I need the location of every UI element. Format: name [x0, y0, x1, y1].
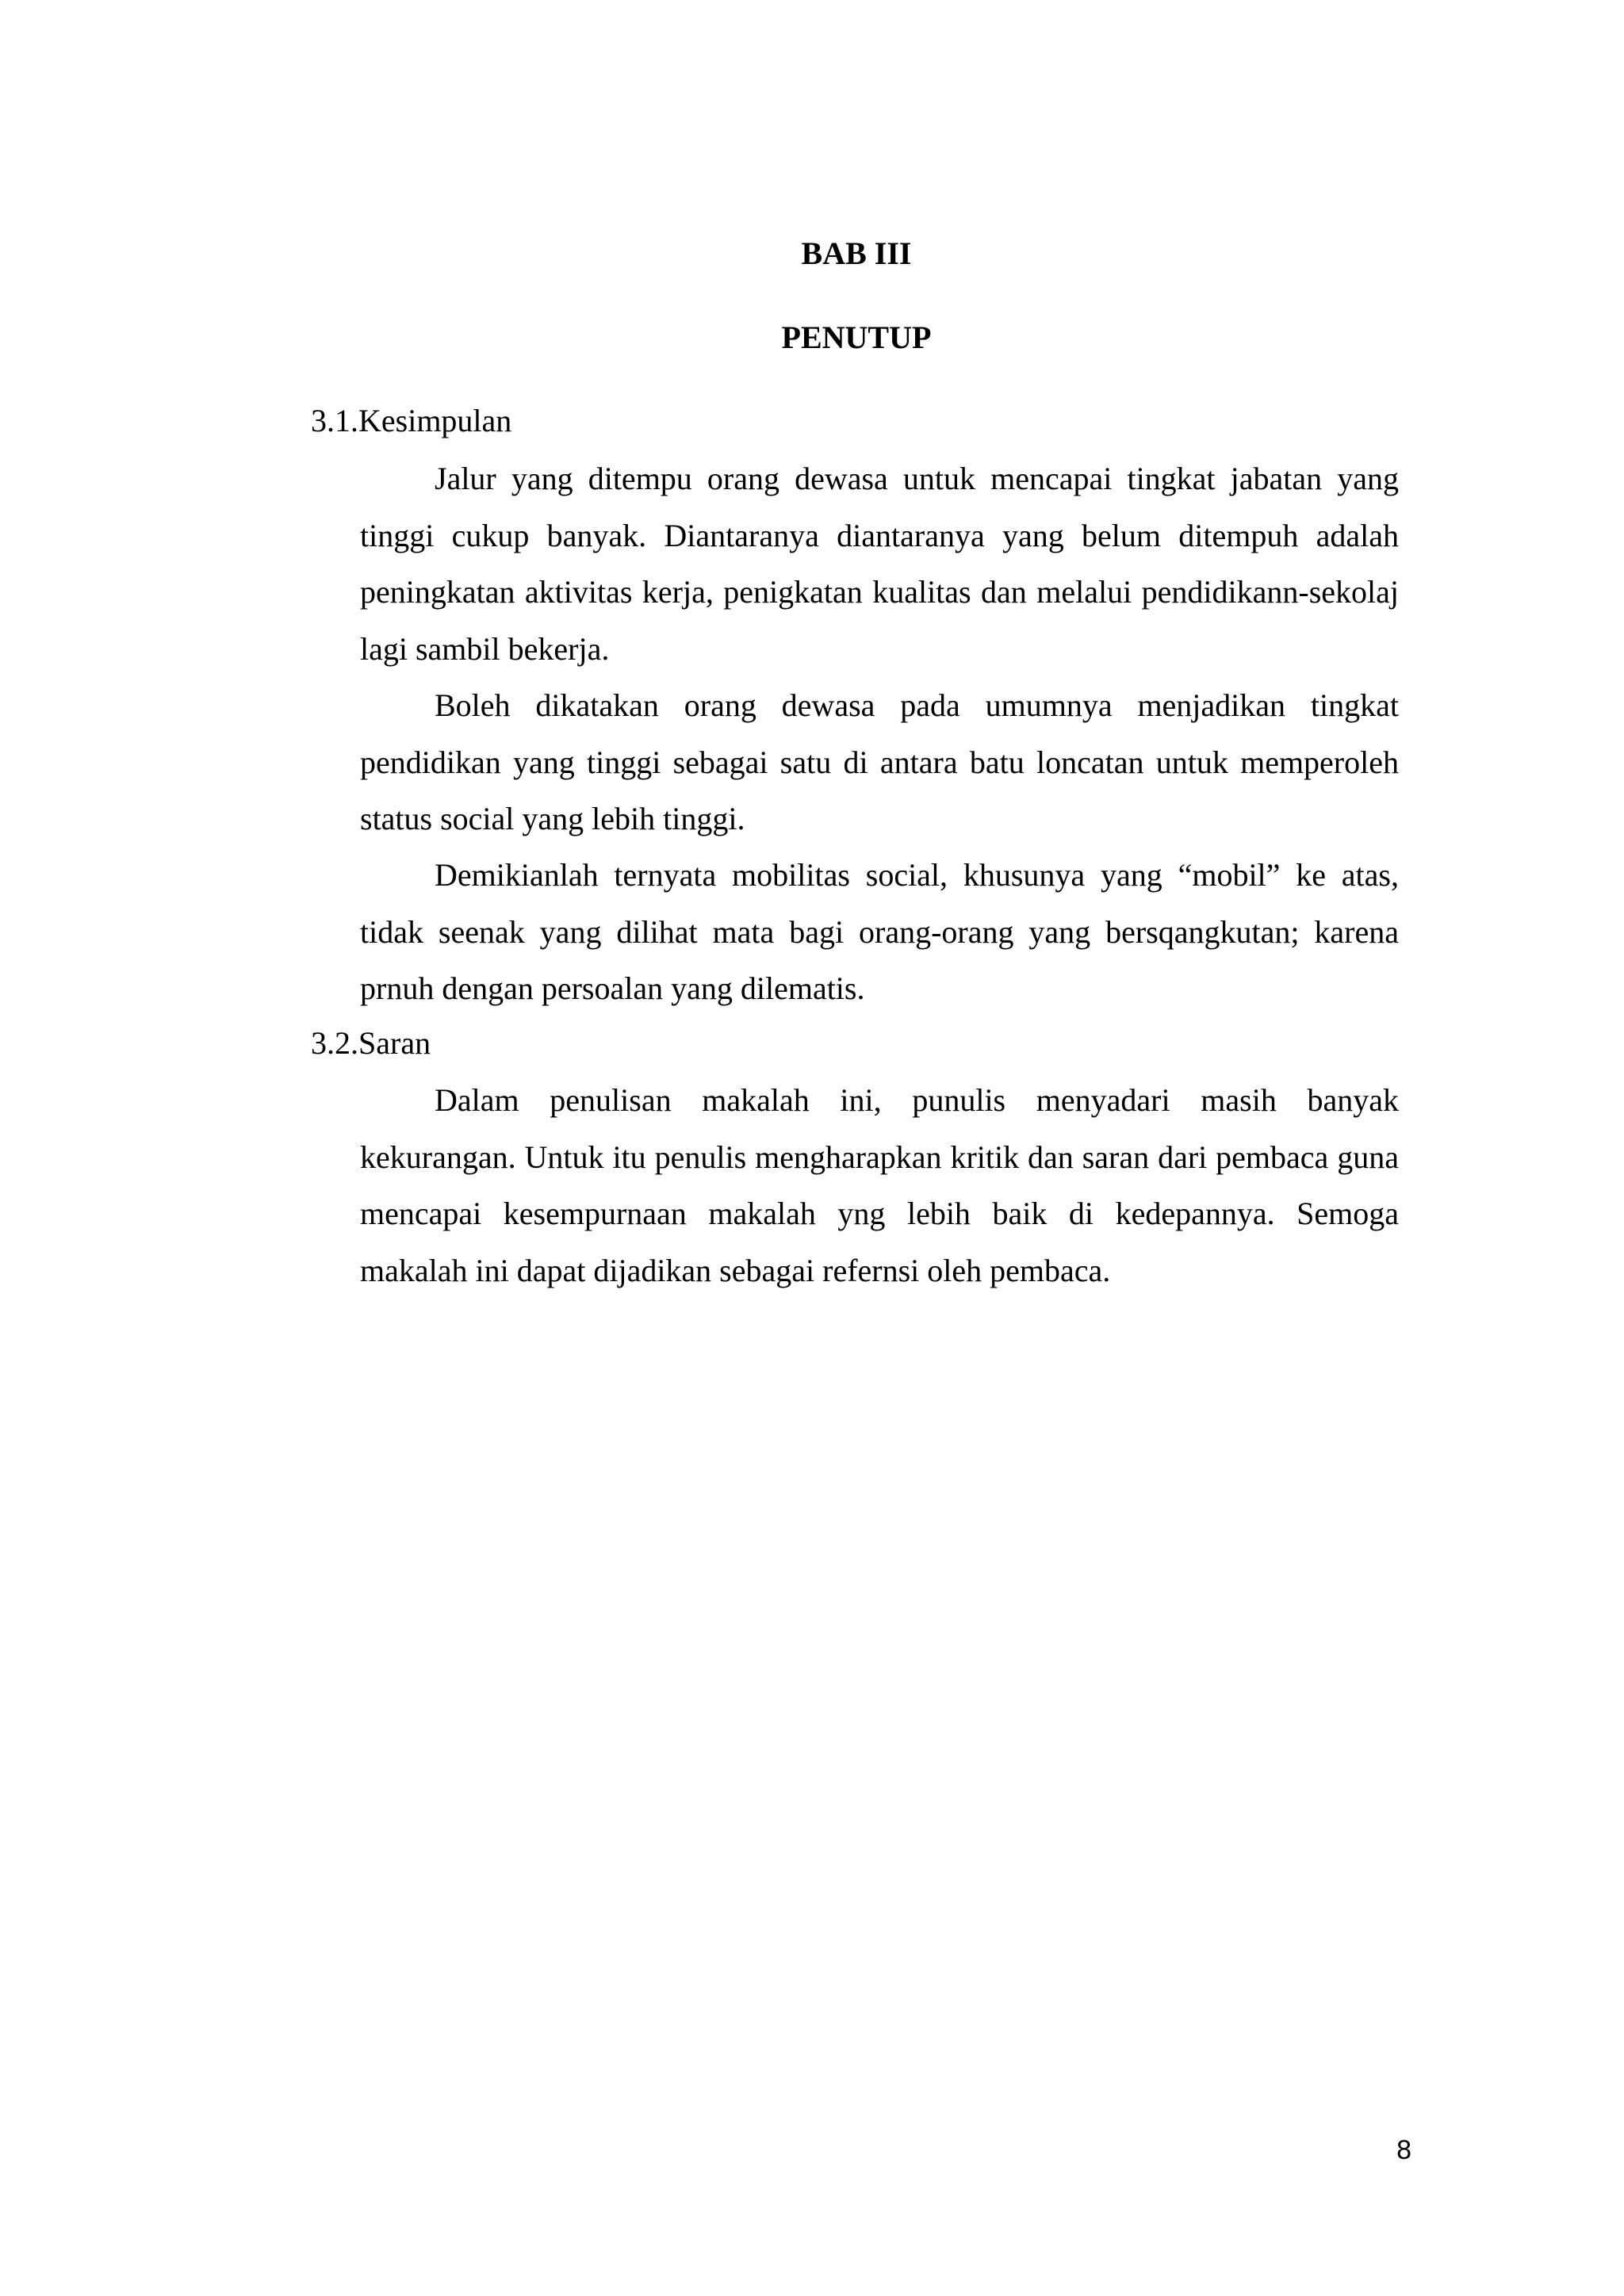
- section-heading-kesimpulan: 3.1.Kesimpulan: [311, 403, 512, 438]
- chapter-title: PENUTUP: [781, 320, 932, 355]
- paragraph-kesimpulan-1: Jalur yang ditempu orang dewasa untuk mencapai tingkat jabatan yang tinggi cukup banyak. Diantaranya diantaranya yang belum ditempuh adalah peningkatan aktivitas kerja, penigkatan kualitas dan melalui pendidikann-sekolaj lagi sambil bekerja.: [360, 461, 1399, 667]
- section-heading-saran: 3.2.Saran: [311, 1025, 431, 1061]
- paragraph-kesimpulan-3: Demikianlah ternyata mobilitas social, khusunya yang “mobil” ke atas, tidak seenak yang dilihat mata bagi orang-orang yang bersqangkutan; karena prnuh dengan persoalan yang dilematis.: [360, 857, 1399, 1006]
- paragraph-kesimpulan-2: Boleh dikatakan orang dewasa pada umumnya menjadikan tingkat pendidikan yang tinggi sebagai satu di antara batu loncatan untuk memperoleh status social yang lebih tinggi.: [360, 687, 1399, 836]
- paragraph-saran-1: Dalam penulisan makalah ini, punulis menyadari masih banyak kekurangan. Untuk itu penulis mengharapkan kritik dan saran dari pembaca guna mencapai kesempurnaan makalah yng lebih baik di kedepannya. Semoga makalah ini dapat dijadikan sebagai refernsi oleh pembaca.: [360, 1082, 1399, 1288]
- page-number: 8: [1396, 2135, 1411, 2165]
- chapter-heading: BAB III: [801, 235, 912, 271]
